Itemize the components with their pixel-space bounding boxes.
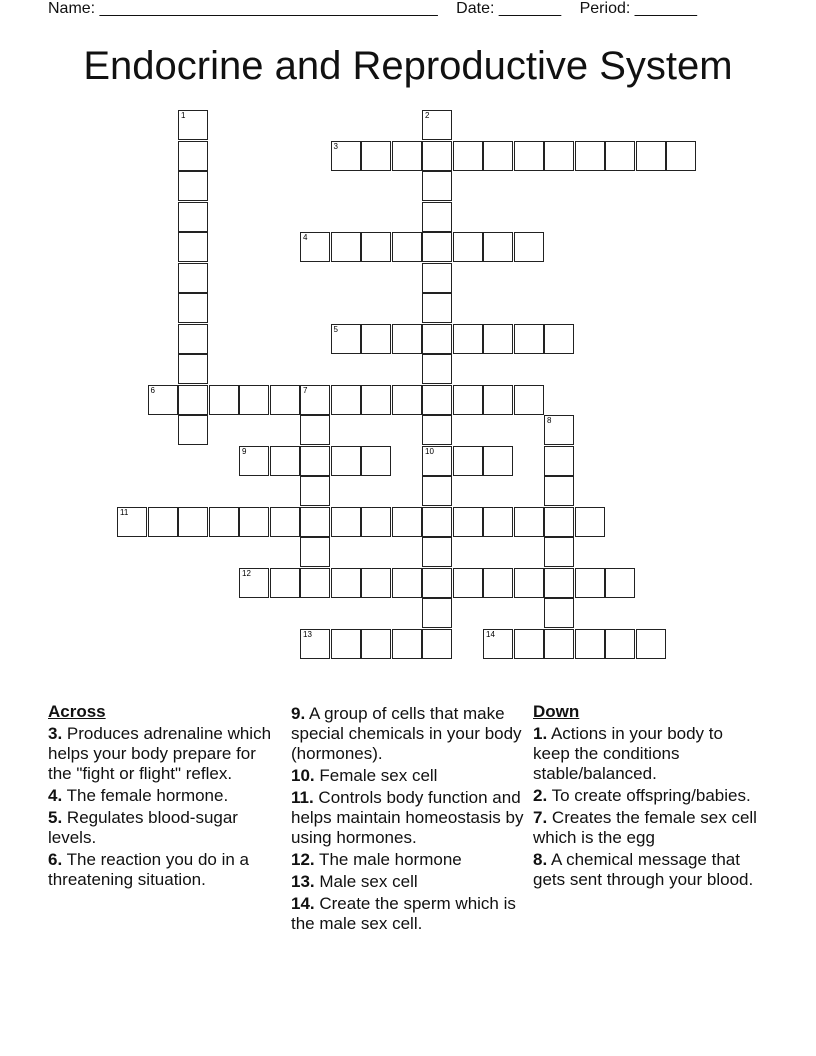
clue-number-label: 11. bbox=[291, 788, 314, 807]
clue-text: Actions in your body to keep the conditions stable/balanced. bbox=[533, 724, 723, 783]
clue-number-label: 14. bbox=[291, 894, 315, 913]
grid-cell[interactable] bbox=[422, 415, 452, 445]
grid-cell[interactable] bbox=[178, 293, 208, 323]
grid-cell[interactable] bbox=[453, 568, 483, 598]
grid-cell[interactable] bbox=[422, 446, 452, 476]
grid-cell[interactable] bbox=[544, 537, 574, 567]
grid-cell[interactable] bbox=[300, 476, 330, 506]
grid-cell[interactable] bbox=[422, 568, 452, 598]
grid-cell[interactable] bbox=[636, 629, 666, 659]
grid-cell[interactable] bbox=[361, 507, 391, 537]
grid-cell[interactable] bbox=[422, 629, 452, 659]
grid-cell[interactable] bbox=[483, 568, 513, 598]
grid-cell[interactable] bbox=[148, 507, 178, 537]
grid-cell[interactable] bbox=[453, 141, 483, 171]
grid-cell[interactable] bbox=[361, 141, 391, 171]
clue-item bbox=[291, 894, 527, 934]
grid-cell[interactable] bbox=[422, 263, 452, 293]
grid-cell[interactable] bbox=[209, 385, 239, 415]
grid-cell[interactable] bbox=[300, 629, 330, 659]
clue-item bbox=[291, 872, 527, 892]
grid-cell[interactable] bbox=[331, 232, 361, 262]
grid-cell[interactable] bbox=[178, 354, 208, 384]
grid-cell[interactable] bbox=[575, 629, 605, 659]
clue-number-label: 5. bbox=[48, 808, 63, 827]
grid-cell[interactable] bbox=[422, 202, 452, 232]
clue-item bbox=[48, 724, 280, 784]
clue-number-label: 8. bbox=[533, 850, 548, 869]
clue-number: 12 bbox=[242, 568, 251, 578]
grid-cell[interactable] bbox=[392, 507, 422, 537]
clue-item bbox=[291, 788, 527, 848]
grid-cell[interactable] bbox=[331, 324, 361, 354]
grid-cell[interactable] bbox=[483, 232, 513, 262]
clue-number: 9 bbox=[242, 446, 247, 456]
grid-cell[interactable] bbox=[178, 202, 208, 232]
grid-cell[interactable] bbox=[514, 629, 544, 659]
clue-item bbox=[533, 786, 763, 806]
grid-cell[interactable] bbox=[453, 385, 483, 415]
clue-item bbox=[291, 704, 527, 764]
grid-cell[interactable] bbox=[422, 507, 452, 537]
grid-cell[interactable] bbox=[209, 507, 239, 537]
grid-cell[interactable] bbox=[575, 507, 605, 537]
clue-text: Female sex cell bbox=[314, 766, 438, 785]
grid-cell[interactable] bbox=[331, 141, 361, 171]
grid-cell[interactable] bbox=[514, 385, 544, 415]
period-field[interactable]: Period: _______ bbox=[579, 0, 698, 17]
clue-number-label: 10. bbox=[291, 766, 315, 785]
grid-cell[interactable] bbox=[178, 232, 208, 262]
grid-cell[interactable] bbox=[239, 507, 269, 537]
clue-number: 7 bbox=[303, 385, 308, 395]
clue-text: A group of cells that make special chemicals in your body (hormones). bbox=[291, 704, 522, 763]
grid-cell[interactable] bbox=[392, 385, 422, 415]
clue-item bbox=[48, 850, 280, 890]
clue-number-label: 7. bbox=[533, 808, 548, 827]
grid-cell[interactable] bbox=[331, 385, 361, 415]
grid-cell[interactable] bbox=[605, 141, 635, 171]
grid-cell[interactable] bbox=[178, 507, 208, 537]
grid-cell[interactable] bbox=[422, 293, 452, 323]
grid-cell[interactable] bbox=[605, 568, 635, 598]
grid-cell[interactable] bbox=[422, 354, 452, 384]
grid-cell[interactable] bbox=[544, 476, 574, 506]
grid-cell[interactable] bbox=[148, 385, 178, 415]
grid-cell[interactable] bbox=[300, 385, 330, 415]
clue-number: 4 bbox=[303, 233, 308, 242]
name-field[interactable]: Name: ______________________________________ bbox=[48, 0, 438, 17]
grid-cell[interactable] bbox=[575, 141, 605, 171]
clue-text: The reaction you do in a threatening situation. bbox=[48, 850, 249, 889]
grid-cell[interactable] bbox=[392, 568, 422, 598]
grid-cell[interactable] bbox=[178, 324, 208, 354]
grid-cell[interactable] bbox=[270, 385, 300, 415]
grid-cell[interactable] bbox=[422, 110, 452, 140]
grid-cell[interactable] bbox=[453, 232, 483, 262]
clue-item bbox=[48, 808, 280, 848]
grid-cell[interactable] bbox=[636, 141, 666, 171]
clue-text: Regulates blood-sugar levels. bbox=[48, 808, 238, 847]
across-clues-column-2 bbox=[291, 704, 527, 936]
grid-cell[interactable] bbox=[331, 629, 361, 659]
grid-cell[interactable] bbox=[239, 446, 269, 476]
clue-number: 1 bbox=[181, 111, 186, 120]
down-clues-column bbox=[533, 702, 763, 892]
page-title: Endocrine and Reproductive System bbox=[83, 44, 733, 88]
clue-text: Controls body function and helps maintain homeostasis by using hormones. bbox=[291, 788, 524, 847]
grid-cell[interactable] bbox=[331, 507, 361, 537]
clue-item bbox=[291, 850, 527, 870]
grid-cell[interactable] bbox=[605, 629, 635, 659]
grid-cell[interactable] bbox=[544, 568, 574, 598]
grid-cell[interactable] bbox=[666, 141, 696, 171]
clue-number: 5 bbox=[333, 324, 338, 334]
clue-text: Male sex cell bbox=[314, 872, 418, 891]
grid-cell[interactable] bbox=[361, 629, 391, 659]
grid-cell[interactable] bbox=[544, 446, 574, 476]
clue-text: Produces adrenaline which helps your body prepare for the "fight or flight" reflex. bbox=[48, 724, 272, 783]
grid-cell[interactable] bbox=[178, 110, 208, 140]
grid-cell[interactable] bbox=[422, 324, 452, 354]
clue-text: Creates the female sex cell which is the egg bbox=[533, 808, 757, 847]
grid-cell[interactable] bbox=[544, 415, 574, 445]
clue-text: A chemical message that gets sent through your blood. bbox=[533, 850, 754, 889]
grid-cell[interactable] bbox=[483, 446, 513, 476]
grid-cell[interactable] bbox=[453, 324, 483, 354]
clue-text: The male hormone bbox=[314, 850, 462, 869]
grid-cell[interactable] bbox=[300, 446, 330, 476]
date-field[interactable]: Date: _______ bbox=[456, 0, 562, 17]
clue-item bbox=[533, 808, 763, 848]
grid-cell[interactable] bbox=[300, 232, 330, 262]
grid-cell[interactable] bbox=[392, 232, 422, 262]
grid-cell[interactable] bbox=[117, 507, 147, 537]
grid-cell[interactable] bbox=[239, 385, 269, 415]
grid-cell[interactable] bbox=[422, 476, 452, 506]
clue-number-label: 9. bbox=[291, 704, 306, 723]
clue-number-label: 13. bbox=[291, 872, 315, 891]
grid-cell[interactable] bbox=[514, 232, 544, 262]
grid-cell[interactable] bbox=[178, 171, 208, 201]
grid-cell[interactable] bbox=[300, 507, 330, 537]
clue-item bbox=[291, 766, 527, 786]
clue-number: 3 bbox=[333, 141, 338, 151]
across-heading: Across bbox=[48, 702, 106, 721]
grid-cell[interactable] bbox=[422, 141, 452, 171]
grid-cell[interactable] bbox=[331, 446, 361, 476]
grid-cell[interactable] bbox=[392, 629, 422, 659]
clue-number-label: 2. bbox=[533, 786, 548, 805]
grid-cell[interactable] bbox=[514, 507, 544, 537]
grid-cell[interactable] bbox=[178, 415, 208, 445]
grid-cell[interactable] bbox=[300, 568, 330, 598]
clue-text: The female hormone. bbox=[62, 786, 229, 805]
clue-item bbox=[48, 786, 280, 806]
grid-cell[interactable] bbox=[270, 507, 300, 537]
grid-cell[interactable] bbox=[239, 568, 269, 598]
clue-number: 10 bbox=[425, 446, 434, 456]
clue-text: Create the sperm which is the male sex cell. bbox=[291, 894, 516, 933]
grid-cell[interactable] bbox=[483, 141, 513, 171]
clue-number: 14 bbox=[486, 629, 495, 639]
clue-number-label: 4. bbox=[48, 786, 63, 805]
grid-cell[interactable] bbox=[361, 385, 391, 415]
clue-number-label: 12. bbox=[291, 850, 315, 869]
grid-cell[interactable] bbox=[361, 446, 391, 476]
grid-cell[interactable] bbox=[453, 507, 483, 537]
clue-item bbox=[533, 724, 763, 784]
grid-cell[interactable] bbox=[483, 629, 513, 659]
across-clues-column bbox=[48, 702, 280, 892]
grid-cell[interactable] bbox=[544, 507, 574, 537]
grid-cell[interactable] bbox=[544, 141, 574, 171]
grid-cell[interactable] bbox=[300, 415, 330, 445]
grid-cell[interactable] bbox=[514, 141, 544, 171]
grid-cell[interactable] bbox=[422, 537, 452, 567]
clue-number-label: 1. bbox=[533, 724, 548, 743]
grid-cell[interactable] bbox=[392, 324, 422, 354]
grid-cell[interactable] bbox=[361, 232, 391, 262]
grid-cell[interactable] bbox=[544, 324, 574, 354]
grid-cell[interactable] bbox=[331, 568, 361, 598]
grid-cell[interactable] bbox=[483, 507, 513, 537]
grid-cell[interactable] bbox=[422, 598, 452, 628]
grid-cell[interactable] bbox=[514, 324, 544, 354]
clue-number: 13 bbox=[303, 629, 312, 639]
clue-number: 2 bbox=[425, 111, 430, 120]
grid-cell[interactable] bbox=[483, 385, 513, 415]
grid-cell[interactable] bbox=[392, 141, 422, 171]
grid-cell[interactable] bbox=[361, 568, 391, 598]
grid-cell[interactable] bbox=[575, 568, 605, 598]
grid-cell[interactable] bbox=[300, 537, 330, 567]
clue-number-label: 3. bbox=[48, 724, 63, 743]
grid-cell[interactable] bbox=[178, 385, 208, 415]
grid-cell[interactable] bbox=[422, 171, 452, 201]
clue-number: 8 bbox=[547, 416, 552, 425]
grid-cell[interactable] bbox=[178, 141, 208, 171]
grid-cell[interactable] bbox=[361, 324, 391, 354]
clue-item bbox=[533, 850, 763, 890]
grid-cell[interactable] bbox=[514, 568, 544, 598]
clue-number: 11 bbox=[120, 507, 129, 517]
down-heading: Down bbox=[533, 702, 580, 721]
grid-cell[interactable] bbox=[544, 629, 574, 659]
grid-cell[interactable] bbox=[178, 263, 208, 293]
grid-cell[interactable] bbox=[422, 232, 452, 262]
grid-cell[interactable] bbox=[544, 598, 574, 628]
grid-cell[interactable] bbox=[453, 446, 483, 476]
grid-cell[interactable] bbox=[422, 385, 452, 415]
grid-cell[interactable] bbox=[270, 446, 300, 476]
grid-cell[interactable] bbox=[270, 568, 300, 598]
grid-cell[interactable] bbox=[483, 324, 513, 354]
clue-number-label: 6. bbox=[48, 850, 63, 869]
clue-text: To create offspring/babies. bbox=[547, 786, 751, 805]
clue-number: 6 bbox=[150, 385, 155, 395]
